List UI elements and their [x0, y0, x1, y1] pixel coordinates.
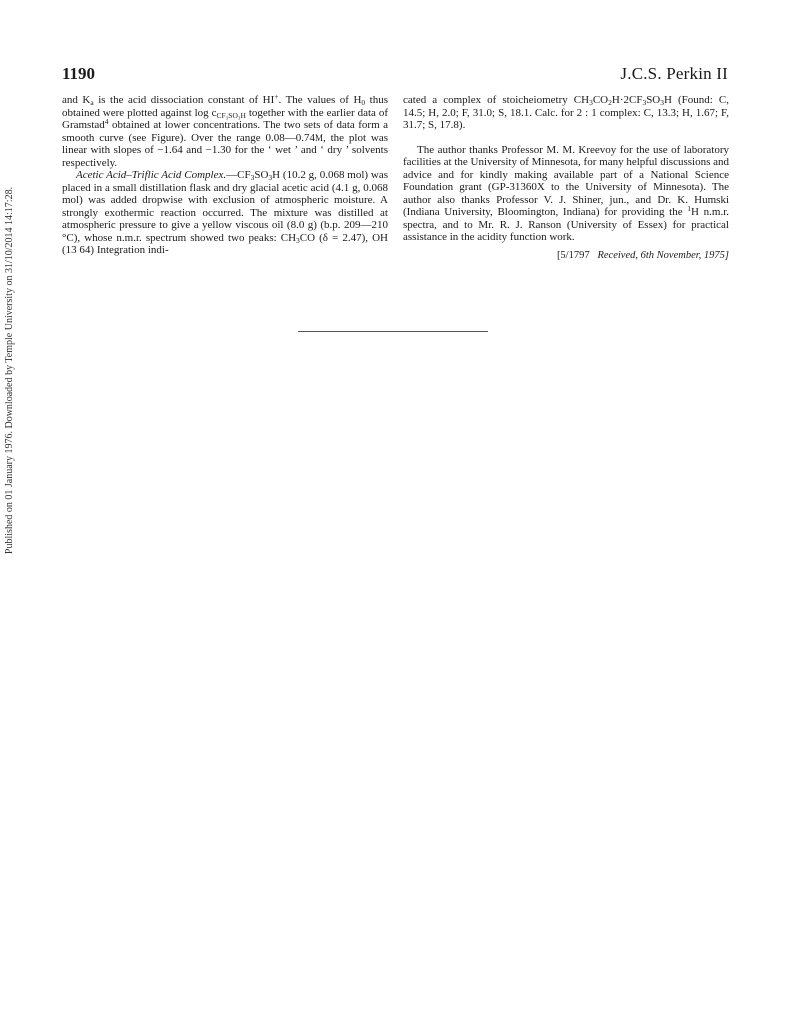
- section-heading: Acetic Acid–Triflic Acid Complex.: [76, 169, 227, 181]
- download-watermark-text: Published on 01 January 1976. Downloaded by Temple University on 31/10/2014 14:17:28.: [4, 186, 16, 554]
- page-number: 1190: [62, 64, 96, 83]
- download-watermark: [3, 110, 17, 630]
- end-divider: [298, 331, 488, 332]
- paragraph-acknowledgements: The author thanks Professor M. M. Kreevoy for the use of laboratory facilities at the University of Minnesota, for many helpful discussions and advice and for kindly making available part of a National Science Foundation grant (GP-31360X to the University of Minnesota). The author also thanks Professor V. J. Shiner, jun., and Dr. K. Humski (Indiana University, Bloomington, Indiana) for providing the $^1$H n.m.r. spectra, and to Mr. R. J. Ranson (University of Essex) for practical assistance in the acidity function work.: [403, 143, 730, 243]
- page-header: [62, 64, 728, 84]
- received-reference: [403, 250, 729, 263]
- reference-code: [5/1797: [556, 249, 590, 261]
- received-date: Received, 6th November, 1975]: [597, 249, 729, 261]
- paragraph-stoichiometry: cated a complex of stoicheiometry $CH_3CO_2H\cdot 2CF_3SO_3H$ (Found: C, 14.5; H, 2.0; F, 31.0; S, 18.1. Calc. for 2 : 1 complex: C, 13.3; H, 1.67; F, 31.7; S, 17.8).: [403, 94, 729, 131]
- right-column: [403, 94, 729, 262]
- journal-name: J.C.S. Perkin II: [620, 64, 728, 83]
- paragraph-complex: Acetic Acid–Triflic Acid $Complex.—CF_3SO_3H$ (10.2 g, 0.068 mol) was placed in a small distillation flask and dry glacial acetic acid (4.1 g, 0.068 mol) was added dropwise with exclusion of atmospheric moisture. A strongly exothermic reaction occurred. The mixture was distilled at atmospheric pressure to give a yellow viscous oil (8.0 g) (b.p. 209—210 °C), whose n.m.r. spectrum showed two peaks: $CH_3CO$ (δ = 2.47), OH (13 64) Integration indi-: [62, 169, 388, 256]
- left-column: [62, 94, 388, 257]
- paragraph-results: and $K_a$ is the acid dissociation constant of HI+. The values of $H_0$ thus obtained were plotted against $\log c_{CF_3SO_3H}$ together with the earlier data of Gramstad$^4$ obtained at lower concentrations. The two sets of data form a smooth curve (see Figure). Over the range 0.08—0.74M, the plot was linear with slopes of −1.64 and −1.30 for the ‘ wet ’ and ‘ dry ’ solvents respectively.: [62, 92, 389, 169]
